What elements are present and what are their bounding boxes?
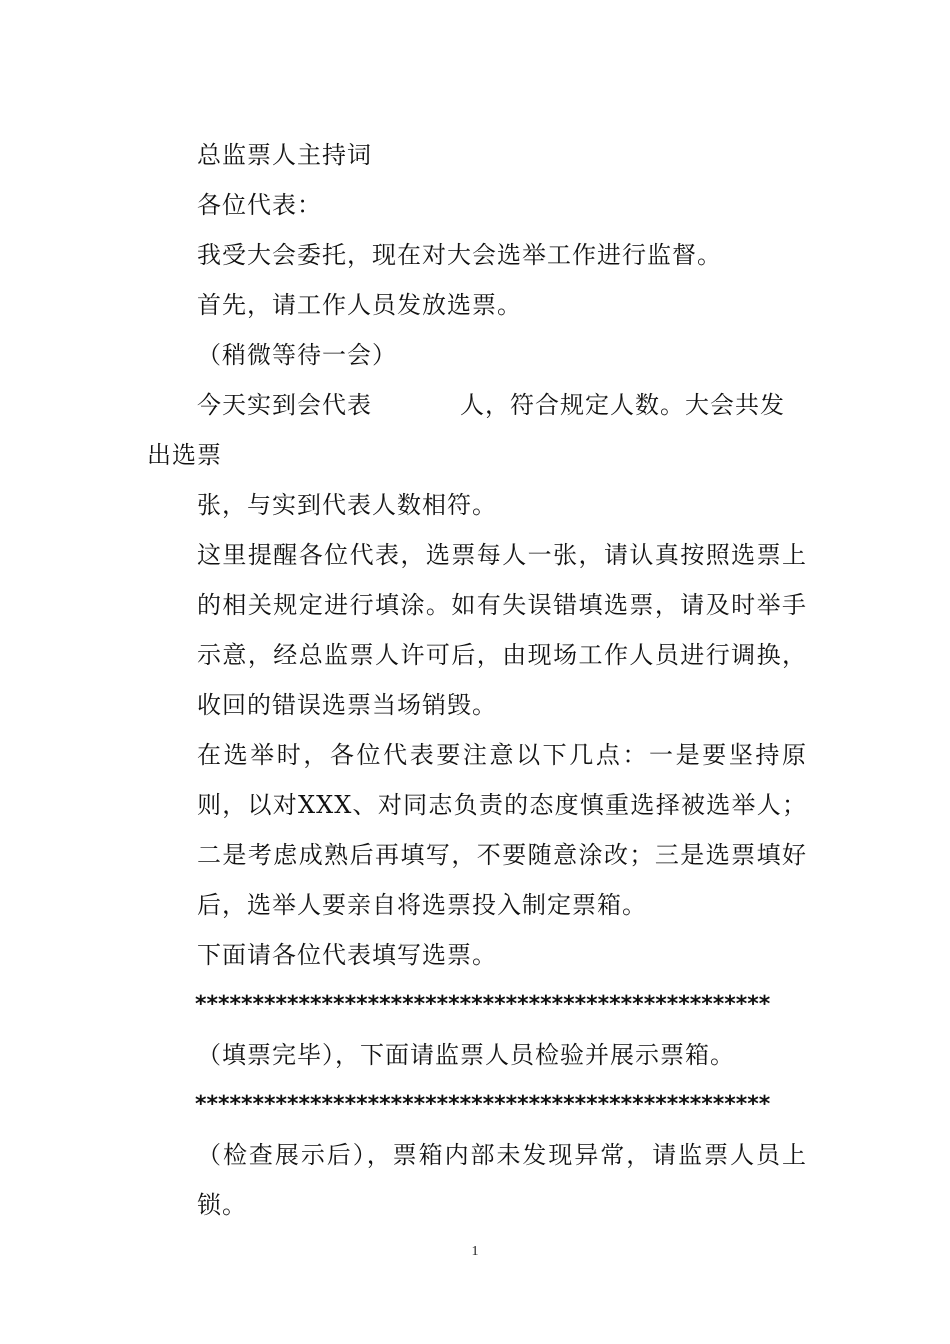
- greeting: 各位代表：: [197, 191, 322, 219]
- paragraph-notes: 在选举时，各位代表要注意以下几点：一是要坚持原则，以对XXX、对同志负责的态度慎重选择被选举人；二是考虑成熟后再填写，不要随意涂改；三是选票填好后，选举人要亲自将选票投入制定票箱。: [197, 741, 807, 919]
- paragraph-ballot-count: 张，与实到代表人数相符。: [197, 491, 497, 519]
- paragraph-after-fill: （填票完毕），下面请监票人员检验并展示票箱。: [197, 1041, 735, 1069]
- separator-line: **************************************************: [195, 1092, 771, 1117]
- paragraph-entrusted: 我受大会委托，现在对大会选举工作进行监督。: [197, 241, 722, 269]
- paragraph-after-check: （检查展示后），票箱内部未发现异常，请监票人员上锁。: [197, 1141, 807, 1219]
- paragraph-fill-in: 下面请各位代表填写选票。: [197, 941, 497, 969]
- paragraph-distribute-ballots: 首先，请工作人员发放选票。: [197, 291, 522, 319]
- paragraph-attendance: [147, 380, 807, 430]
- separator-line: **************************************************: [195, 992, 771, 1017]
- page-number: 1: [471, 1244, 479, 1259]
- attendance-text-2: 人，符合规定人数。大会共发: [460, 391, 785, 419]
- paragraph-wait: （稍微等待一会）: [197, 341, 397, 369]
- paragraph-attendance-continued: 出选票: [147, 441, 222, 469]
- paragraph-reminder: 这里提醒各位代表，选票每人一张，请认真按照选票上的相关规定进行填涂。如有失误错填选票，请及时举手示意，经总监票人许可后，由现场工作人员进行调换，收回的错误选票当场销毁。: [197, 541, 807, 719]
- document-body: [147, 130, 807, 1230]
- document-title: 总监票人主持词: [197, 141, 372, 169]
- attendance-text-1: 今天实到会代表: [197, 391, 372, 419]
